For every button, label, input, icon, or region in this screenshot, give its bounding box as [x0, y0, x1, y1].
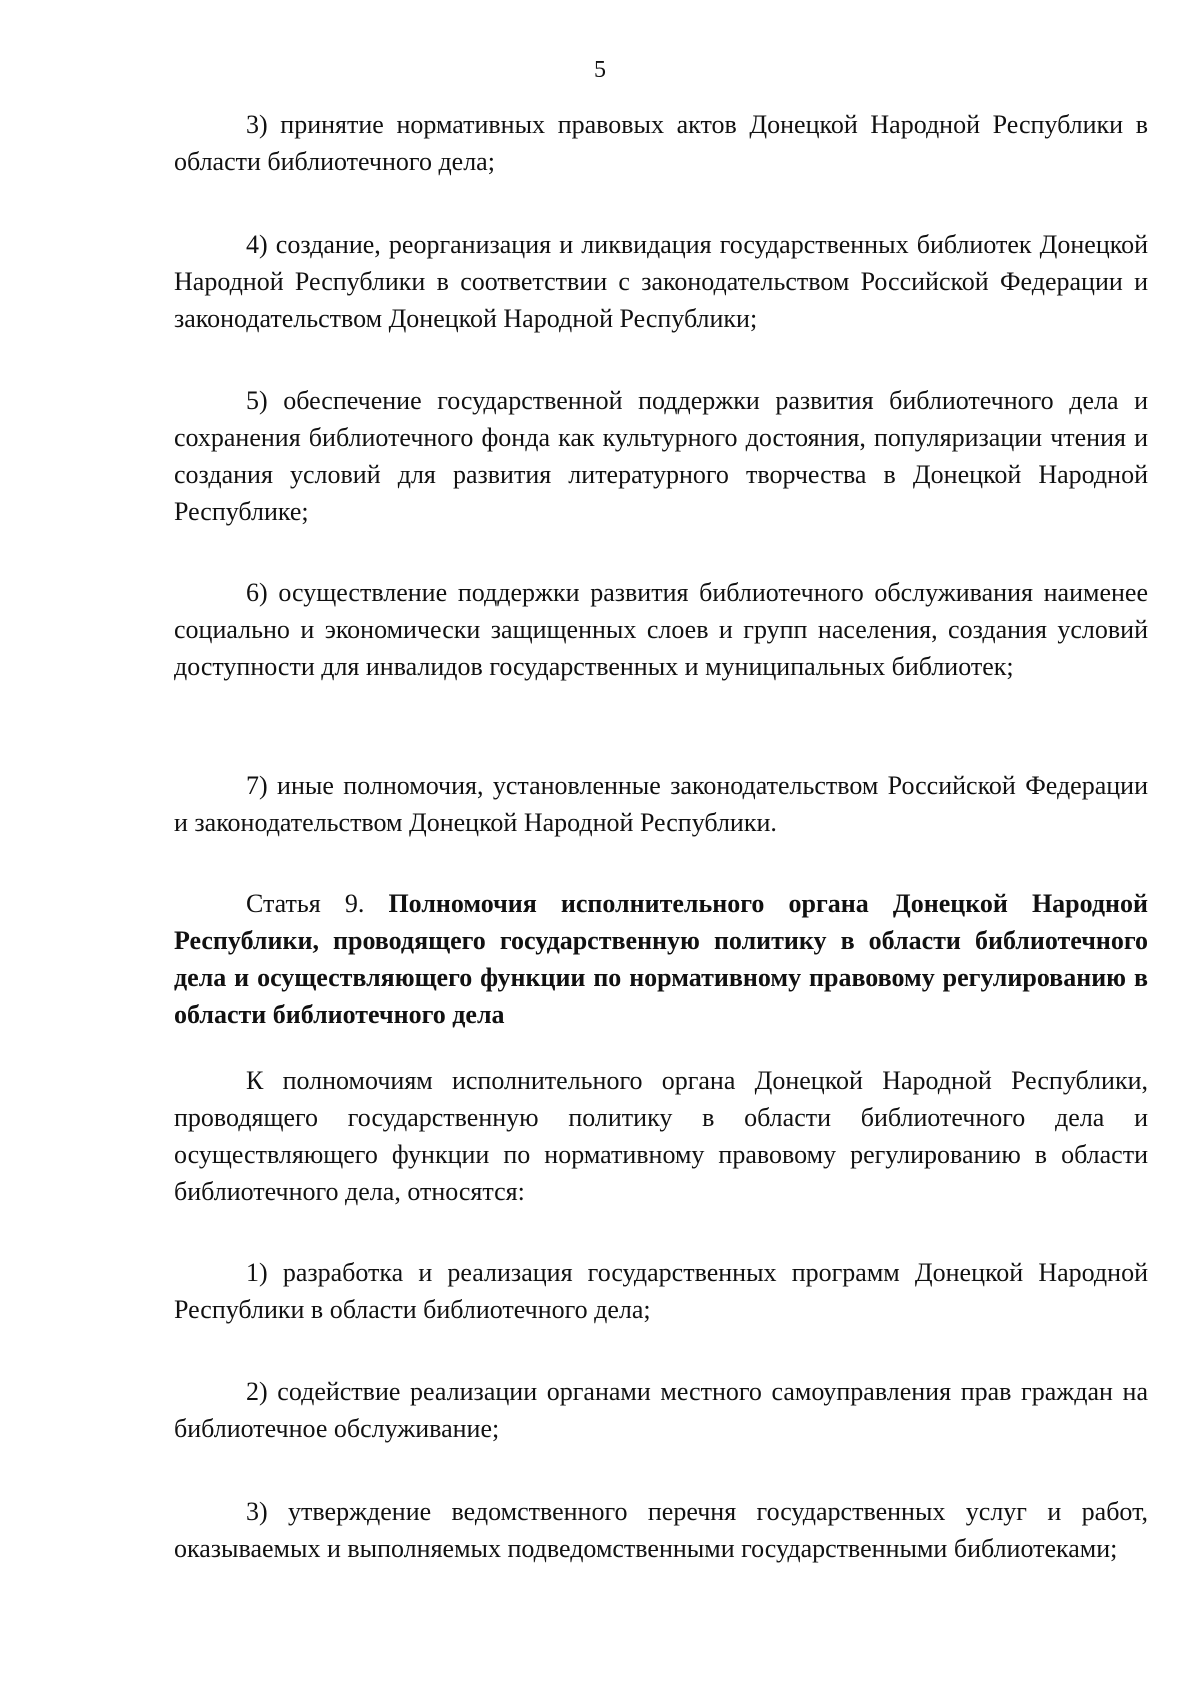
article-title: Полномочия исполнительного органа Донецкой Народной Республики, проводящего государственную политику в области библиотечного дела и осуществляющего функции по нормативному правовому регулированию в области библиотечного дела [174, 889, 1148, 1029]
article-heading [174, 885, 1148, 1033]
paragraph-item-3: 3) принятие нормативных правовых актов Донецкой Народной Республики в области библиотечного дела; [174, 110, 1148, 176]
page-number: 5 [594, 57, 606, 83]
paragraph-item-6: 6) осуществление поддержки развития библиотечного обслуживания наименее социально и экономически защищенных слоев и групп населения, создания условий доступности для инвалидов государственных и муниципальных библиотек; [174, 578, 1148, 681]
article-label: Статья 9. [246, 889, 365, 918]
paragraph-item-7: 7) иные полномочия, установленные законодательством Российской Федерации и законодательством Донецкой Народной Республики. [174, 771, 1148, 837]
article-intro: К полномочиям исполнительного органа Донецкой Народной Республики, проводящего государственную политику в области библиотечного дела и осуществляющего функции по нормативному правовому регулированию в области библиотечного дела, относятся: [174, 1066, 1148, 1206]
article-item-3: 3) утверждение ведомственного перечня государственных услуг и работ, оказываемых и выполняемых подведомственными государственными библиотеками; [174, 1497, 1148, 1563]
paragraph-item-5: 5) обеспечение государственной поддержки развития библиотечного дела и сохранения библиотечного фонда как культурного достояния, популяризации чтения и создания условий для развития литературного творчества в Донецкой Народной Республике; [174, 386, 1148, 526]
paragraph-item-4: 4) создание, реорганизация и ликвидация государственных библиотек Донецкой Народной Республики в соответствии с законодательством Российской Федерации и законодательством Донецкой Народной Республики; [174, 230, 1148, 333]
article-item-1: 1) разработка и реализация государственных программ Донецкой Народной Республики в области библиотечного дела; [174, 1258, 1148, 1324]
article-item-2: 2) содействие реализации органами местного самоуправления прав граждан на библиотечное обслуживание; [174, 1377, 1148, 1443]
